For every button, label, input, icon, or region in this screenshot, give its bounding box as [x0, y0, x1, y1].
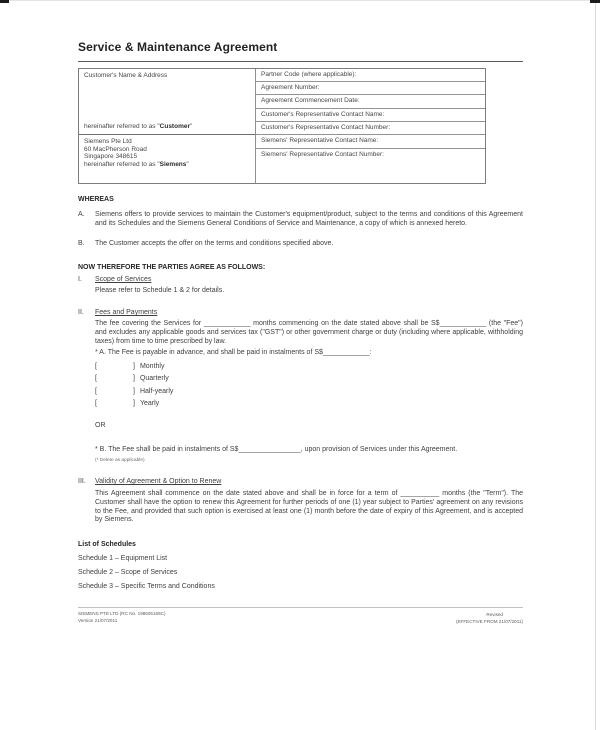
section-3-heading	[78, 478, 221, 485]
field-customer-rep-contact-number: Customer's Representative Contact Number:	[256, 122, 485, 135]
clause-a-marker: A.	[78, 211, 85, 218]
footer-company: SIEMENS PTE LTD (RC No. 198605166C)	[78, 611, 166, 616]
parties-table	[78, 68, 486, 184]
section-3-number: III.	[78, 478, 86, 485]
siemens-address-line-1: Siemens Pte Ltd	[84, 138, 132, 145]
instalment-option-quarterly	[95, 375, 169, 382]
siemens-address-line-2: 60 MacPherson Road	[84, 145, 147, 153]
parties-table-left-column	[79, 69, 256, 183]
section-3-title: Validity of Agreement & Option to Renew	[95, 478, 222, 485]
instalment-option-yearly	[95, 400, 159, 407]
siemens-address-line-3: Singapore 348615	[84, 153, 138, 161]
delete-as-applicable-note: (* Delete as applicable)	[95, 458, 145, 463]
or-separator: OR	[95, 422, 106, 429]
section-2-heading	[78, 309, 157, 316]
siemens-cell	[79, 135, 255, 183]
checkbox-bracket-open: [	[95, 363, 97, 370]
scan-corner-mark-left	[0, 0, 9, 3]
field-siemens-rep-contact-name: Siemens' Representative Contact Name:	[256, 135, 485, 149]
footer-right-block	[78, 611, 523, 626]
checkbox-bracket-close: ]	[133, 400, 135, 407]
instalment-option-label: Yearly	[139, 400, 160, 407]
instalment-option-label: Half-yearly	[139, 388, 174, 395]
whereas-clause-b	[78, 240, 523, 249]
section-2-title: Fees and Payments	[95, 309, 158, 316]
scan-corner-mark-right	[590, 0, 600, 3]
checkbox-bracket-open: [	[95, 388, 97, 395]
customer-cell	[79, 69, 255, 135]
field-customer-rep-contact-name: Customer's Representative Contact Name:	[256, 109, 485, 122]
page-top-edge	[0, 0, 600, 1]
customer-hereinafter-text: hereinafter referred to as "Customer"	[84, 123, 193, 130]
footer-version: Version 21/07/2011	[78, 617, 118, 623]
fees-option-a: * A. The Fee is payable in advance, and shall be paid in instalments of S$____________:	[95, 349, 372, 356]
footer-effective-date: (EFFECTIVE FROM 21/07/2011)	[455, 619, 523, 625]
schedule-item-3: Schedule 3 – Specific Terms and Conditions	[78, 583, 215, 590]
whereas-clause-a	[78, 211, 523, 229]
field-agreement-commencement-date: Agreement Commencement Date:	[256, 95, 485, 108]
schedule-item-2: Schedule 2 – Scope of Services	[78, 569, 178, 576]
page-right-edge	[595, 0, 596, 730]
title-underline	[78, 61, 523, 62]
validity-paragraph: This Agreement shall commence on the date stated above and shall be in force for a term of __________ months (the "Term"). The Customer shall have the option to renew this Agreement for further periods of one (1) year subject to Parties' agreement on any revisions to the Fee, and provided that such option is exercised at least one (1) month before the date of expiry of this Agreement, and is accepted by Siemens.	[95, 490, 523, 524]
schedule-item-1: Schedule 1 – Equipment List	[78, 555, 168, 562]
instalment-option-label: Monthly	[139, 363, 165, 370]
section-1-heading	[78, 276, 151, 283]
section-1-body: Please refer to Schedule 1 & 2 for details.	[95, 287, 225, 294]
checkbox-bracket-open: [	[95, 400, 97, 407]
schedules-heading: List of Schedules	[78, 541, 136, 548]
whereas-heading: WHEREAS	[78, 196, 114, 203]
clause-b-text: The Customer accepts the offer on the terms and conditions specified above.	[95, 240, 334, 247]
customer-name-address-label: Customer's Name & Address	[84, 72, 168, 79]
fees-option-b: * B. The Fee shall be paid in instalments of S$________________, upon provision of Services under this Agreement.	[95, 446, 458, 453]
agree-heading: NOW THEREFORE THE PARTIES AGREE AS FOLLOWS:	[78, 264, 266, 271]
clause-b-marker: B.	[78, 240, 85, 247]
document-title: Service & Maintenance Agreement	[78, 40, 278, 54]
field-siemens-rep-contact-number: Siemens' Representative Contact Number:	[261, 150, 384, 158]
siemens-hereinafter-text: hereinafter referred to as "Siemens"	[84, 160, 189, 168]
instalment-option-label: Quarterly	[139, 375, 169, 382]
section-2-number: II.	[78, 309, 84, 316]
field-agreement-number: Agreement Number:	[256, 82, 485, 95]
parties-table-right-column	[256, 69, 485, 183]
footer-rule	[78, 607, 523, 608]
checkbox-bracket-close: ]	[133, 363, 135, 370]
section-1-number: I.	[78, 276, 82, 283]
instalment-option-monthly	[95, 363, 164, 370]
fees-intro-paragraph: The fee covering the Services for ____________ months commencing on the date stated above shall be S$____________ (the "Fee") and excludes any applicable goods and services tax ("GST") or other government charge or duty (including where applicable, withholding taxes) from time to time prescribed by law.	[95, 320, 523, 345]
clause-a-text: Siemens offers to provide services to maintain the Customer's equipment/product, subject to the terms and conditions of this Agreement and its Schedules and the Siemens General Conditions of Service and Maintenance, a copy of which is annexed hereto.	[95, 211, 523, 227]
section-1-title: Scope of Services	[95, 276, 152, 283]
instalment-option-half-yearly	[95, 388, 173, 395]
field-partner-code: Partner Code (where applicable):	[256, 69, 485, 82]
checkbox-bracket-close: ]	[133, 388, 135, 395]
footer-revised: Revised	[486, 612, 503, 617]
checkbox-bracket-close: ]	[133, 375, 135, 382]
checkbox-bracket-open: [	[95, 375, 97, 382]
